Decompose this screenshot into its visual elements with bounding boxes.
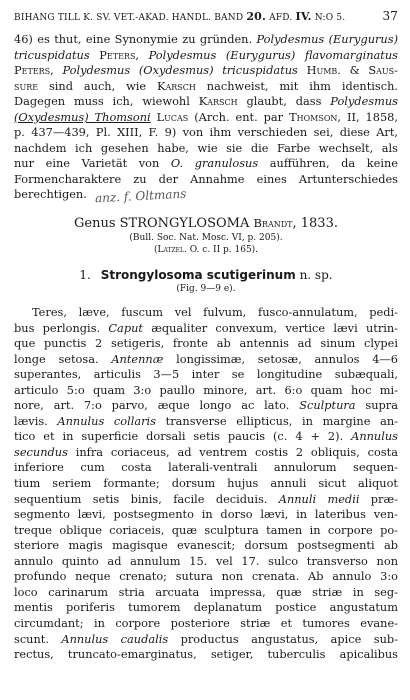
author-name: Peters, [14, 63, 63, 78]
reference-text: . O. c. II p. 165). [183, 245, 259, 256]
text-line [14, 352, 398, 368]
text-line [14, 94, 398, 110]
running-head-title [14, 11, 345, 24]
text-line [14, 383, 398, 399]
italic-term: Antennæ [111, 351, 164, 366]
text-run: tium seriem formante; dorsum hujus annuli sicut aliquot [14, 476, 398, 491]
text-run: Dagegen muss ich, wiewohl [14, 94, 199, 109]
italic-term: secundus [14, 444, 68, 459]
author-name: sure [14, 78, 39, 93]
text-run: Teres, læve, fuscum vel fulvum, fusco-annulatum, pedi- [32, 305, 398, 320]
italic-term: Annulus caudalis [61, 631, 169, 646]
genus-reference-2 [14, 244, 398, 256]
genus-prefix: Genus [74, 216, 116, 232]
text-run: (Arch. ent. par [188, 109, 290, 124]
text-run: præ- [359, 491, 398, 506]
text-run: infra coriaceus, ad ventrem costis 2 obliquis, costa [67, 444, 398, 459]
species-heading [14, 267, 398, 283]
journal-title: BIHANG TILL K. SV. VET.-AKAD. HANDL. BAND [14, 13, 244, 23]
italic-term: Sculptura [299, 398, 356, 413]
taxon-name: Polydesmus (Eurygurus) [256, 32, 398, 46]
italic-term: Annuli medii [278, 491, 360, 506]
text-line [14, 476, 398, 492]
author-name: Peters, [89, 47, 149, 62]
text-run: bus perlongis. [14, 320, 109, 335]
taxon-name: Polydesmus [330, 94, 398, 109]
text-line [14, 492, 398, 508]
text-line [14, 305, 398, 321]
text-run: treque oblique coriaceis, quæ sculptura tamen in corpore po- [14, 522, 398, 537]
text-line [14, 523, 398, 539]
text-line [14, 585, 398, 601]
species-name: Strongylosoma scutigerinum [100, 268, 296, 283]
text-run: supra [355, 398, 398, 413]
taxon-name: O. granulosus [170, 156, 259, 171]
reference-author: (Latzel [153, 245, 184, 256]
text-line [14, 156, 398, 172]
text-line [14, 538, 398, 554]
text-run: circumdant; in corpore posteriore striæ et tumores evane- [14, 615, 398, 630]
author-name: Thomson [289, 109, 338, 124]
author-name: Karsch [157, 78, 196, 93]
text-run: articulo 5:o quam 3:o paullo minore, art. 6:o quam hoc mi- [14, 382, 398, 397]
text-line [14, 63, 398, 79]
italic-term: Annulus [351, 429, 398, 444]
document-page [14, 10, 398, 663]
text-line [14, 507, 398, 523]
text-line [14, 616, 398, 632]
italic-term: Caput [108, 320, 143, 335]
text-run: aufführen, da keine [258, 156, 399, 171]
text-run: mentis poriferis tumorem deplanatum postice angustatum [14, 600, 398, 615]
text-run: nur eine Varietät von [14, 156, 171, 171]
author-name: Humb. & Saus- [297, 63, 398, 78]
text-line [14, 460, 398, 476]
text-line [14, 32, 398, 48]
underlined-taxon-name: (Oxydesmus) Thomsoni [14, 109, 151, 124]
text-run: superantes, articulis 3—5 inter se longitudine subæquali, [14, 367, 398, 382]
text-line [14, 414, 398, 430]
text-run: sind auch, wie [38, 78, 158, 93]
text-line: p. 437—439, Pl. XIII, F. 9) von ihm verschieden sei, diese Art, [14, 125, 398, 140]
text-line [14, 632, 398, 648]
text-run: , II, 1858, [337, 109, 398, 124]
text-line [14, 336, 398, 352]
taxon-name: Polydesmus (Eurygurus) flavomarginatus [148, 47, 398, 62]
text-run: que punctis 2 setigeris, fronte ab antennis ad sinum clypei [14, 336, 398, 351]
text-line: nachdem ich gesehen habe, wie sie die Farbe wechselt, als [14, 140, 398, 155]
running-head [14, 10, 398, 24]
text-run: nore, art. 7:o parvo, æque longo ac lato. [14, 398, 300, 413]
genus-heading [14, 215, 398, 232]
page-number: 37 [382, 9, 398, 23]
genus-name: STRONGYLOSOMA [119, 216, 250, 232]
text-run: sequentium setis binis, facile deciduis. [14, 491, 279, 506]
text-line [14, 554, 398, 570]
top-paragraph [14, 32, 398, 205]
text-run: longissimæ, setosæ, annulos 4—6 [163, 351, 398, 366]
afd-label: AFD. [269, 13, 293, 23]
text-line [14, 110, 398, 126]
text-line [14, 367, 398, 383]
species-suffix: n. sp. [299, 268, 333, 283]
text-run: lævis. [14, 413, 58, 428]
text-run: 46) es thut, eine Synonymie zu gründen. [14, 32, 257, 46]
text-line [14, 187, 398, 205]
text-line [14, 429, 398, 445]
text-line [14, 647, 398, 663]
genus-reference-1: (Bull. Soc. Nat. Mosc. VI, p. 205). [129, 233, 283, 244]
text-run: longe setosa. [14, 351, 112, 366]
text-run: tico et in superficie dorsali setis paucis (c. 4 + 2). [14, 429, 352, 444]
italic-term: Annulus collaris [57, 413, 156, 428]
author-name: Lucas [156, 109, 189, 124]
text-run: annulo quinto ad annulum 15. vel 17. sulco transverso non [14, 553, 398, 568]
text-line [14, 79, 398, 95]
band-number: 20. [246, 10, 267, 23]
figure-reference: (Fig. 9—9 e). [176, 284, 236, 295]
handwritten-signature: anz. f. Oltmans [94, 187, 187, 206]
genus-author: Brandt [253, 216, 293, 231]
text-run: profundo neque crenato; sutura non crenata. Ab annulo 3:o [14, 569, 398, 584]
issue-number: N:O 5. [314, 13, 346, 23]
text-run: glaubt, dass [237, 94, 331, 109]
text-run: nachweist, mit ihm identisch. [195, 78, 398, 93]
text-run: berechtigen. [14, 187, 87, 202]
text-run: inferiore cum costa laterali-ventrali annulorum sequen- [14, 460, 398, 475]
text-run: steriore magis magisque evanescit; dorsum postsegmenti ab [14, 538, 398, 553]
author-name: Karsch [198, 94, 238, 109]
species-number: 1. [79, 268, 91, 283]
text-run: rectus, truncato-emarginatus, setiger, tuberculis apicalibus [14, 647, 398, 662]
text-line [14, 321, 398, 337]
afd-number: IV. [295, 10, 312, 23]
taxon-name: tricuspidatus [14, 47, 90, 62]
text-run: productus angustatus, apice sub- [168, 631, 398, 646]
text-line [14, 569, 398, 585]
species-description [14, 305, 398, 663]
text-run: segmento lævi, postsegmento in dorso lævi, in lateribus ven- [14, 507, 398, 522]
text-run: transverse ellipticus, in margine an- [156, 413, 398, 428]
text-line: Formencharaktere zu der Annahme eines Artunterschiedes [14, 171, 398, 186]
genus-year: , 1833. [292, 216, 338, 232]
text-run: æqualiter convexum, vertice lævi utrin- [142, 320, 399, 335]
taxon-name: Polydesmus (Oxydesmus) tricuspidatus [62, 63, 298, 78]
text-line [14, 600, 398, 616]
text-line [14, 398, 398, 414]
text-run: loco carinarum stria arcuata impressa, quæ striæ in seg- [14, 584, 398, 599]
text-run: scunt. [14, 631, 62, 646]
text-line [14, 48, 398, 64]
text-line [14, 445, 398, 461]
